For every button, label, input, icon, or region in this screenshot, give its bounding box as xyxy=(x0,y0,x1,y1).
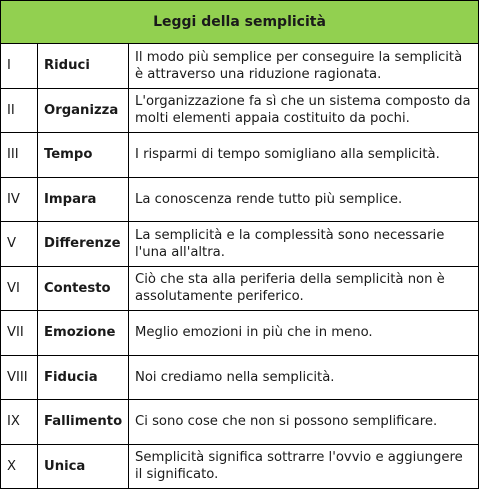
row-law-name: Riduci xyxy=(38,44,129,89)
row-law-name: Fiducia xyxy=(38,355,129,400)
table-row xyxy=(1,355,479,400)
row-law-name: Unica xyxy=(38,444,129,489)
table-row xyxy=(1,222,479,267)
row-description: L'organizzazione fa sì che un sistema composto da molti elementi appaia costituito da pochi. xyxy=(129,88,479,133)
row-number: X xyxy=(1,444,38,489)
table-row xyxy=(1,444,479,489)
row-number: IV xyxy=(1,177,38,222)
table-row xyxy=(1,88,479,133)
row-number: VI xyxy=(1,266,38,311)
row-description: La semplicità e la complessità sono necessarie l'una all'altra. xyxy=(129,222,479,267)
row-law-name: Tempo xyxy=(38,133,129,178)
row-law-name: Organizza xyxy=(38,88,129,133)
row-number: IX xyxy=(1,400,38,445)
table-row xyxy=(1,311,479,356)
row-description: Ci sono cose che non si possono semplificare. xyxy=(129,400,479,445)
table-header xyxy=(1,1,479,44)
row-number: VIII xyxy=(1,355,38,400)
row-description: Ciò che sta alla periferia della semplicità non è assolutamente periferico. xyxy=(129,266,479,311)
row-number: VII xyxy=(1,311,38,356)
row-law-name: Contesto xyxy=(38,266,129,311)
table-row xyxy=(1,133,479,178)
row-number: I xyxy=(1,44,38,89)
table-row xyxy=(1,177,479,222)
table-row xyxy=(1,266,479,311)
row-description: I risparmi di tempo somigliano alla semplicità. xyxy=(129,133,479,178)
table-title: Leggi della semplicità xyxy=(1,1,479,44)
row-law-name: Differenze xyxy=(38,222,129,267)
row-description: Il modo più semplice per conseguire la semplicità è attraverso una riduzione ragionata. xyxy=(129,44,479,89)
row-number: III xyxy=(1,133,38,178)
row-description: Semplicità significa sottrarre l'ovvio e aggiungere il significato. xyxy=(129,444,479,489)
row-number: V xyxy=(1,222,38,267)
row-number: II xyxy=(1,88,38,133)
row-law-name: Fallimento xyxy=(38,400,129,445)
row-description: Meglio emozioni in più che in meno. xyxy=(129,311,479,356)
row-description: La conoscenza rende tutto più semplice. xyxy=(129,177,479,222)
table-body xyxy=(1,44,479,489)
row-law-name: Impara xyxy=(38,177,129,222)
table-row xyxy=(1,44,479,89)
row-description: Noi crediamo nella semplicità. xyxy=(129,355,479,400)
row-law-name: Emozione xyxy=(38,311,129,356)
table-row xyxy=(1,400,479,445)
